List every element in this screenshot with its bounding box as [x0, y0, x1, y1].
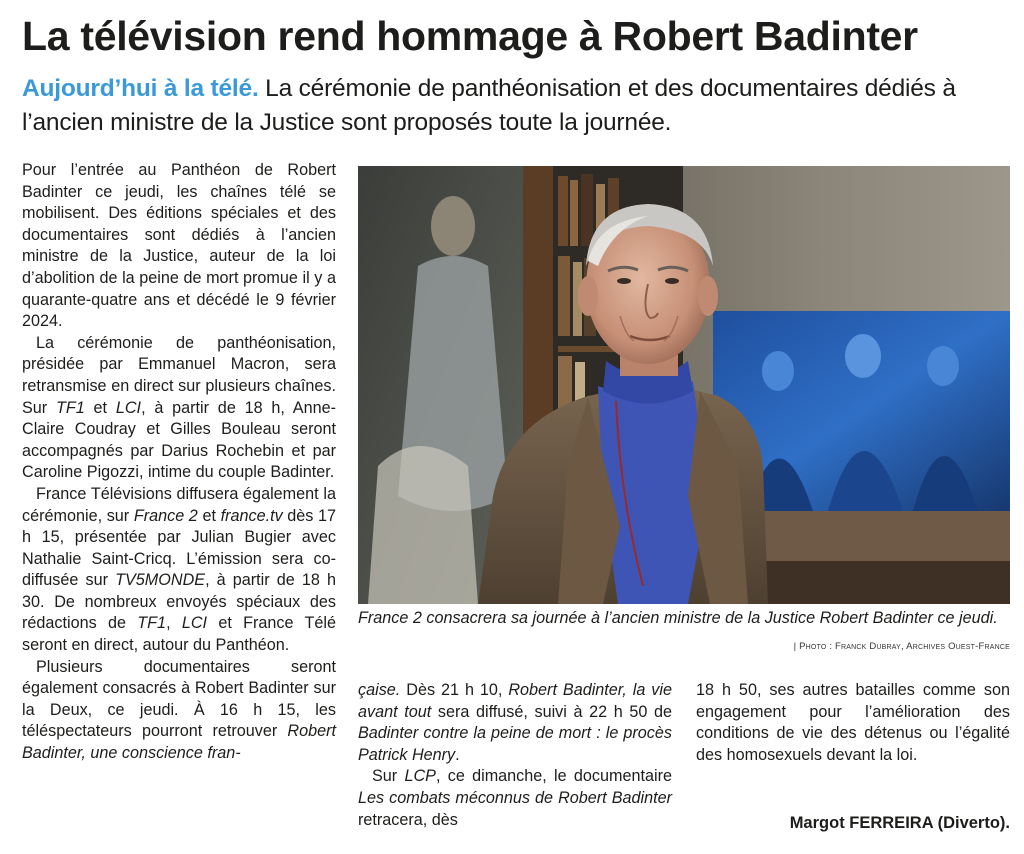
documentary-title-1-end: çaise. — [358, 681, 401, 699]
channel-france2: France 2 — [133, 506, 198, 525]
lede — [22, 72, 1012, 140]
paragraph-2: La cérémonie de panthéonisation, présidée par Emmanuel Macron, sera retransmise en direct sur plusieurs chaînes. Sur TF1 et LCI, à partir de 18 h, Anne-Claire Coudray et Gilles Bouleau seront accompagnés par Darius Rochebin et par Caroline Pigozzi, intime du couple Badinter. — [22, 333, 336, 482]
paragraph-5-part-2: 18 h 50, ses autres batailles comme son engagement pour l’amélioration des conditions de vie des détenus ou l’égalité des homosexuels devant la loi. — [696, 681, 1010, 764]
channel-tv5monde: TV5MONDE — [115, 571, 206, 590]
lede-text: La cérémonie de panthéonisation et des documentaires dédiés à l’ancien ministre de la Justice sont proposés toute la journée. — [22, 75, 956, 136]
paragraph-4-part-2: çaise. Dès 21 h 10, Robert Badinter, la vie avant tout sera diffusé, suivi à 22 h 50 de Badinter contre la peine de mort : le procès Patrick Henry. — [358, 681, 672, 764]
channel-lcp: LCP — [404, 767, 436, 786]
paragraph-4-part-1: Plusieurs documentaires seront également consacrés à Robert Badinter sur la Deux, ce jeudi. À 16 h 15, les téléspectateurs pourront retrouver Robert Badinter, une conscience fran- — [22, 657, 336, 763]
article-column-3 — [696, 680, 1010, 766]
documentary-title-3: Badinter contre la peine de mort : le procès Patrick Henry — [358, 724, 672, 764]
channel-francetv: france.tv — [220, 506, 283, 525]
photo-credit: | Photo : Franck Dubray, Archives Ouest-France — [793, 641, 1010, 652]
documentary-title-4: Les combats méconnus de Robert Badinter — [358, 788, 672, 807]
author-signature: Margot FERREIRA (Diverto). — [789, 814, 1010, 832]
documentary-title-2: Robert Badinter, la vie avant tout — [358, 681, 672, 721]
paragraph-5-part-1: Sur LCP, ce dimanche, le documentaire Les combats méconnus de Robert Badinter retracera, dès — [358, 767, 672, 829]
photo-robert-badinter — [358, 166, 1010, 604]
documentary-title-1-start: Robert Badinter, une conscience fran- — [22, 722, 336, 763]
lede-kicker: Aujourd’hui à la télé. — [22, 75, 259, 102]
article-column-1 — [22, 160, 336, 765]
article-column-2 — [358, 680, 672, 831]
paragraph-3: France Télévisions diffusera également la cérémonie, sur France 2 et france.tv dès 17 h 15, présentée par Julian Bugier avec Nathalie Saint-Cricq. L’émission sera co-diffusée sur TV5MONDE, à partir de 18 h 30. De nombreux envoyés spéciaux des rédactions de TF1, LCI et France Télé seront en direct, autour du Panthéon. — [22, 484, 337, 655]
headline: La télévision rend hommage à Robert Badinter — [22, 13, 918, 59]
channel-lci: LCI — [115, 398, 142, 417]
photo-caption: France 2 consacrera sa journée à l’ancien ministre de la Justice Robert Badinter ce jeudi. — [358, 609, 998, 627]
channel-tf1: TF1 — [55, 398, 85, 417]
paragraph-1: Pour l’entrée au Panthéon de Robert Badinter ce jeudi, les chaînes télé se mobilisent. Des éditions spéciales et des documentaires sont dédiés à l’ancien ministre de la Justice, auteur de la loi d’abolition de la peine de mort promue il y a quarante-quatre ans et décédé le 9 février 2024. — [22, 161, 336, 331]
